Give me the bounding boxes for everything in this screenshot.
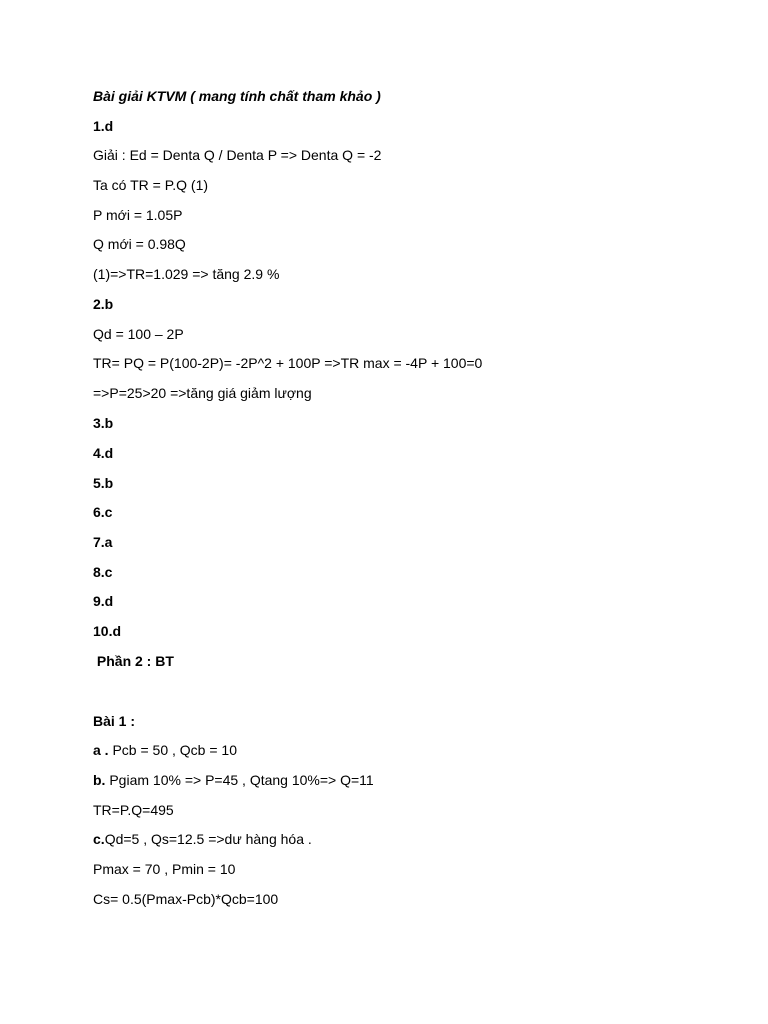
pmax-line: Pmax = 70 , Pmin = 10 (93, 861, 236, 877)
answer-8: 8.c (93, 564, 113, 580)
answer-7: 7.a (93, 534, 113, 550)
answer-2: 2.b (93, 296, 114, 312)
answer-6: 6.c (93, 504, 113, 520)
part-a-text: Pcb = 50 , Qcb = 10 (108, 742, 237, 758)
answer-4: 4.d (93, 445, 114, 461)
part-a-line (93, 741, 237, 759)
q1-line-3: P mới = 1.05P (93, 207, 183, 223)
q1-line-1: Giải : Ed = Denta Q / Denta P => Denta Q = -2 (93, 147, 382, 163)
q1-line-5: (1)=>TR=1.029 => tăng 2.9 % (93, 266, 280, 282)
answer-5: 5.b (93, 475, 114, 491)
part-c-line (93, 830, 312, 848)
q2-line-3: =>P=25>20 =>tăng giá giảm lượng (93, 385, 312, 401)
cs-line: Cs= 0.5(Pmax-Pcb)*Qcb=100 (93, 891, 279, 907)
part-a-label: a . (93, 742, 109, 758)
answer-3: 3.b (93, 415, 114, 431)
answer-1: 1.d (93, 118, 114, 134)
part-b-text: Pgiam 10% => P=45 , Qtang 10%=> Q=11 (105, 772, 374, 788)
q1-line-4: Q mới = 0.98Q (93, 236, 186, 252)
part-b-label: b. (93, 772, 106, 788)
part-b-line (93, 771, 374, 789)
part2-heading: Phần 2 : BT (93, 653, 174, 669)
answer-9: 9.d (93, 593, 114, 609)
tr-line: TR=P.Q=495 (93, 802, 174, 818)
q1-line-2: Ta có TR = P.Q (1) (93, 177, 209, 193)
document-title: Bài giải KTVM ( mang tính chất tham khảo ) (93, 88, 381, 104)
q2-line-2: TR= PQ = P(100-2P)= -2P^2 + 100P =>TR max = -4P + 100=0 (93, 355, 483, 371)
answer-10: 10.d (93, 623, 122, 639)
part-c-label: c. (93, 831, 105, 847)
q2-line-1: Qd = 100 – 2P (93, 326, 184, 342)
exercise-heading: Bài 1 : (93, 713, 136, 729)
part-c-text: Qd=5 , Qs=12.5 =>dư hàng hóa . (104, 831, 312, 847)
